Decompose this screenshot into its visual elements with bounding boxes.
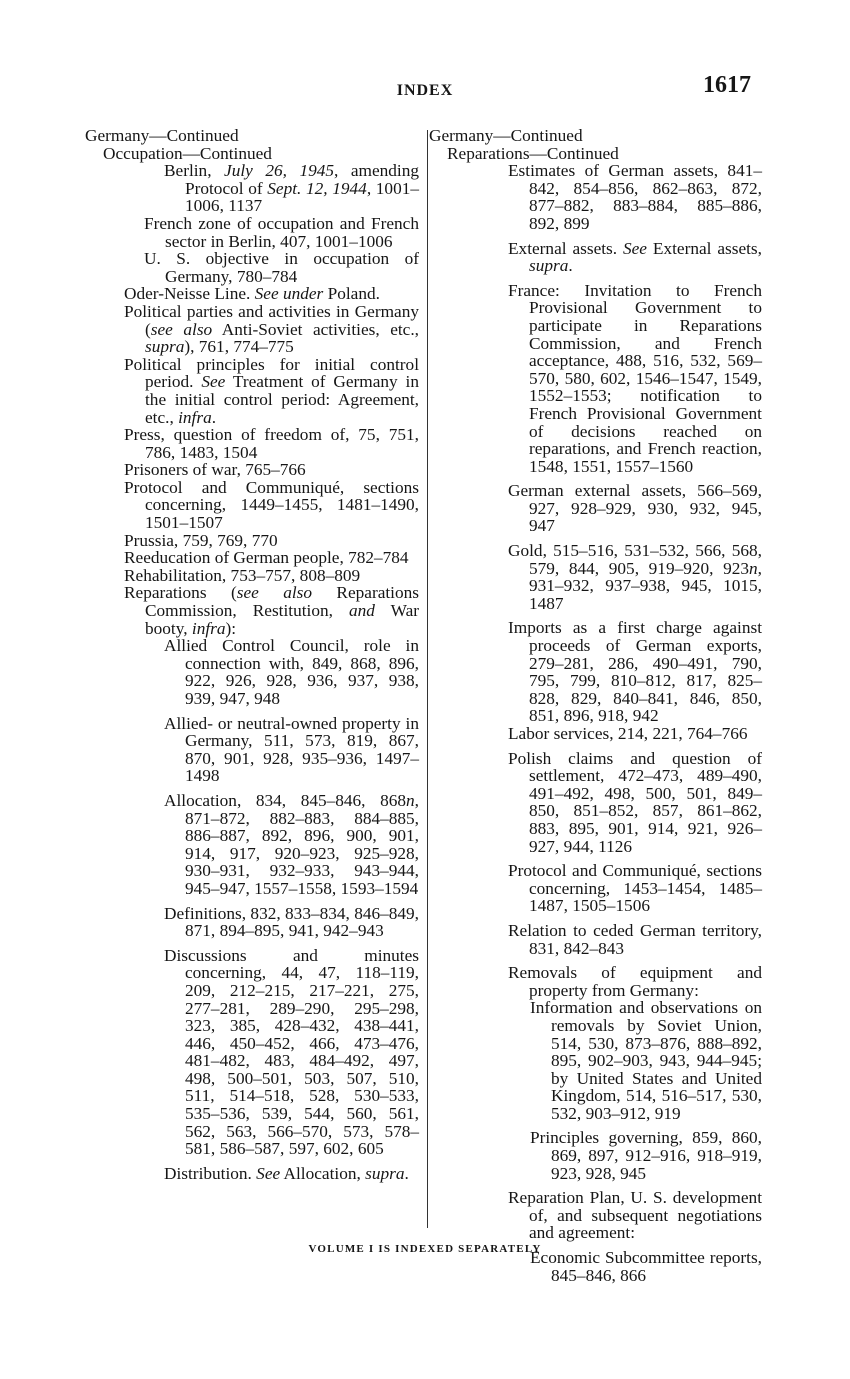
index-entry-text: , 931–932, 937–938, 945, 1015, 1487 [529, 558, 762, 613]
index-entry [85, 792, 419, 898]
index-entry-text: Imports as a first charge against proceeds of German exports, 279–281, 286, 490–491, 790, 795, 799, 810–812, 817, 825–828, 829, 840–841, 846, 850, 851, 896, 918, 942 [508, 618, 762, 726]
index-entry [85, 715, 419, 785]
index-entry-text: Prussia, 759, 769, 770 [124, 530, 278, 550]
index-entry [429, 862, 762, 915]
index-entry-italic-text: July 26, 1945 [224, 161, 335, 181]
index-entry-text: . [568, 256, 573, 276]
index-entry-text: Press, question of freedom of, 75, 751, 786, 1483, 1504 [124, 425, 419, 462]
index-entry-text: Allied- or neutral-owned property in Germany, 511, 573, 819, 867, 870, 901, 928, 935–936, 1497–1498 [164, 713, 419, 786]
index-entry-text: ): [225, 618, 237, 638]
index-entry-text: Relation to ceded German territory, 831, 842–843 [508, 920, 762, 958]
index-entry-text: Allocation, 834, 845–846, 868 [164, 790, 407, 810]
index-entry-italic-text: See [256, 1163, 281, 1183]
index-entry-text: Economic Subcommittee reports, 845–846, 866 [530, 1248, 762, 1285]
index-entry [429, 127, 762, 145]
index-entry-text: Anti-Soviet activities, etc., [212, 319, 419, 339]
index-entry [429, 1129, 762, 1182]
index-entry [429, 1189, 762, 1242]
index-entry [429, 725, 762, 743]
index-entry [85, 145, 419, 163]
index-entry-italic-text: n [406, 790, 415, 810]
index-entry-text: Information and observations on removals by Soviet Union, 514, 530, 873–876, 888–892, 895, 902–903, 943, 944–945; by United States and United Kingdom, 514, 516–517, 530, 532, 903–912, 919 [530, 998, 762, 1123]
index-entry-text: External assets, [646, 238, 762, 258]
index-entry-text: Occupation—Continued [103, 143, 272, 163]
index-entry-italic-text: infra [178, 407, 212, 427]
index-entry-text: French zone of occupation and French sector in Berlin, 407, 1001–1006 [144, 213, 419, 251]
index-entry-text: Protocol and Communiqué, sections concerning, 1453–1454, 1485–1487, 1505–1506 [508, 861, 762, 916]
index-entry [85, 584, 419, 637]
index-entry-text: War booty, [145, 601, 419, 638]
index-entry-text: Political principles for initial control period. [124, 354, 419, 392]
index-column-left [85, 127, 419, 1182]
index-entry [85, 127, 419, 145]
index-entry [429, 482, 762, 535]
index-entry [85, 1165, 419, 1183]
index-entry-italic-text: infra [191, 618, 226, 638]
index-entry-text: , 871–872, 882–883, 884–885, 886–887, 892, 896, 900, 901, 914, 917, 920–923, 925–928, 930–931, 932–933, 943–944, 945–947, 1557–1558, 1593–1594 [185, 790, 419, 898]
index-entry [429, 750, 762, 856]
index-entry-text: Protocol and Communiqué, sections concerning, 1449–1455, 1481–1490, 1501–1507 [124, 477, 419, 533]
index-entry-text: Oder-Neisse Line. [124, 284, 255, 304]
index-entry [85, 567, 419, 585]
index-entry-text: Distribution. [164, 1163, 257, 1183]
index-entry-text: Estimates of German assets, 841–842, 854–856, 862–863, 872, 877–882, 883–884, 885–886, 892, 899 [508, 161, 762, 233]
index-entry-italic-text: supra [365, 1163, 405, 1183]
index-entry-text: Reeducation of German people, 782–784 [124, 548, 409, 568]
index-entry [429, 964, 762, 999]
index-entry-italic-text: supra [529, 256, 569, 276]
index-entry-text: Discussions and minutes concerning, 44, 47, 118–119, 209, 212–215, 217–221, 275, 277–281, 289–290, 295–298, 323, 385, 428–432, 438–441, 446, 450–452, 466, 473–476, 481–482, 483, 484–492, 497, 498, 500–501, 503, 507, 510, 511, 514–518, 528, 530–533, 535–536, 539, 544, 560, 561, 562, 563, 566–570, 573, 578–581, 586–587, 597, 602, 605 [164, 945, 419, 1159]
index-entry [429, 999, 762, 1122]
index-entry-text: Reparation Plan, U. S. development of, and subsequent negotiations and agreement: [508, 1188, 762, 1243]
index-entry [429, 922, 762, 957]
index-entry-italic-text: supra [145, 337, 185, 357]
index-entry-text: Political parties and activities in Germany ( [124, 301, 419, 339]
index-entry-text: Reparations Commission, Restitution, [145, 583, 419, 621]
index-entry-italic-text: Sept. 12, 1944 [267, 178, 367, 198]
index-entry-text: ), 761, 774–775 [184, 337, 294, 357]
index-entry [85, 532, 419, 550]
index-entry [85, 479, 419, 532]
index-entry-text: German external assets, 566–569, 927, 928–929, 930, 932, 945, 947 [508, 481, 762, 536]
index-entry-text: Berlin, [164, 161, 225, 181]
index-entry-text: Definitions, 832, 833–834, 846–849, 871, 894–895, 941, 942–943 [164, 903, 419, 941]
index-entry-text: Allocation, [280, 1163, 366, 1183]
index-entry-text: Principles governing, 859, 860, 869, 897, 912–916, 918–919, 923, 928, 945 [530, 1128, 762, 1183]
index-entry-text: Poland. [323, 284, 380, 304]
running-header-title: INDEX [396, 82, 454, 99]
footer-note: VOLUME I IS INDEXED SEPARATELY [308, 1243, 542, 1255]
index-entry-text: , 1001–1006, 1137 [185, 178, 419, 216]
index-entry-text: U. S. objective in occupation of Germany, 780–784 [144, 249, 419, 286]
index-entry-text: Reparations—Continued [447, 143, 619, 163]
index-entry [429, 145, 762, 163]
index-entry [85, 637, 419, 707]
index-entry-text: Treatment of Germany in the initial control period: Agreement, etc., [145, 372, 419, 427]
index-entry-text: Polish claims and question of settlement, 472–473, 489–490, 491–492, 498, 500, 501, 849–850, 851–852, 857, 861–862, 883, 895, 901, 914, 921, 926–927, 944, 1126 [508, 748, 762, 856]
index-entry-text: Reparations ( [124, 583, 237, 603]
index-entry-text: . [404, 1163, 409, 1183]
index-entry [85, 285, 419, 303]
index-entry [429, 542, 762, 612]
index-entry [85, 303, 419, 356]
index-entry [85, 905, 419, 940]
index-entry-italic-text: See under [254, 284, 324, 304]
index-entry [429, 240, 762, 275]
index-entry-italic-text: and [348, 601, 375, 621]
index-entry-text: Removals of equipment and property from Germany: [508, 963, 762, 1000]
index-entry-italic-text: See [623, 238, 647, 258]
index-entry-text: Germany—Continued [85, 126, 239, 145]
index-entry-text: External assets. [508, 238, 623, 258]
index-entry [85, 461, 419, 479]
index-entry-italic-text: See [201, 372, 226, 392]
index-entry [85, 162, 419, 215]
index-entry [85, 215, 419, 250]
page-number: 1617 [703, 72, 751, 98]
index-entry [85, 947, 419, 1158]
index-entry-text: Gold, 515–516, 531–532, 566, 568, 579, 844, 905, 919–920, 923 [508, 541, 762, 578]
index-entry-text: . [211, 407, 217, 427]
index-entry-text: France: Invitation to French Provisional Government to participate in Reparations Commission, and French acceptance, 488, 516, 532, 569–570, 580, 602, 1546–1547, 1549, 1552–1553; notification to French Provisional Government of decisions reached on reparations, and French reaction, 1548, 1551, 1557–1560 [508, 280, 762, 476]
index-entry-text: Germany—Continued [429, 126, 583, 145]
index-entry-italic-text: see also [150, 319, 213, 339]
index-entry-text: Allied Control Council, role in connection with, 849, 868, 896, 922, 926, 928, 936, 937, 938, 939, 947, 948 [164, 636, 419, 708]
index-column-right [429, 127, 762, 1284]
index-entry-italic-text: see also [236, 583, 313, 603]
index-entry [85, 250, 419, 285]
index-entry [85, 426, 419, 461]
index-entry-text: Prisoners of war, 765–766 [124, 460, 306, 480]
index-entry-text: , amending Protocol of [185, 161, 419, 198]
column-divider [427, 130, 428, 1228]
index-entry-text: Rehabilitation, 753–757, 808–809 [124, 565, 361, 585]
index-entry [85, 549, 419, 567]
index-entry [429, 619, 762, 725]
index-entry-text: Labor services, 214, 221, 764–766 [508, 724, 748, 743]
index-entry-italic-text: n [749, 558, 758, 578]
index-entry [85, 356, 419, 426]
index-entry [429, 162, 762, 232]
index-entry [429, 282, 762, 476]
